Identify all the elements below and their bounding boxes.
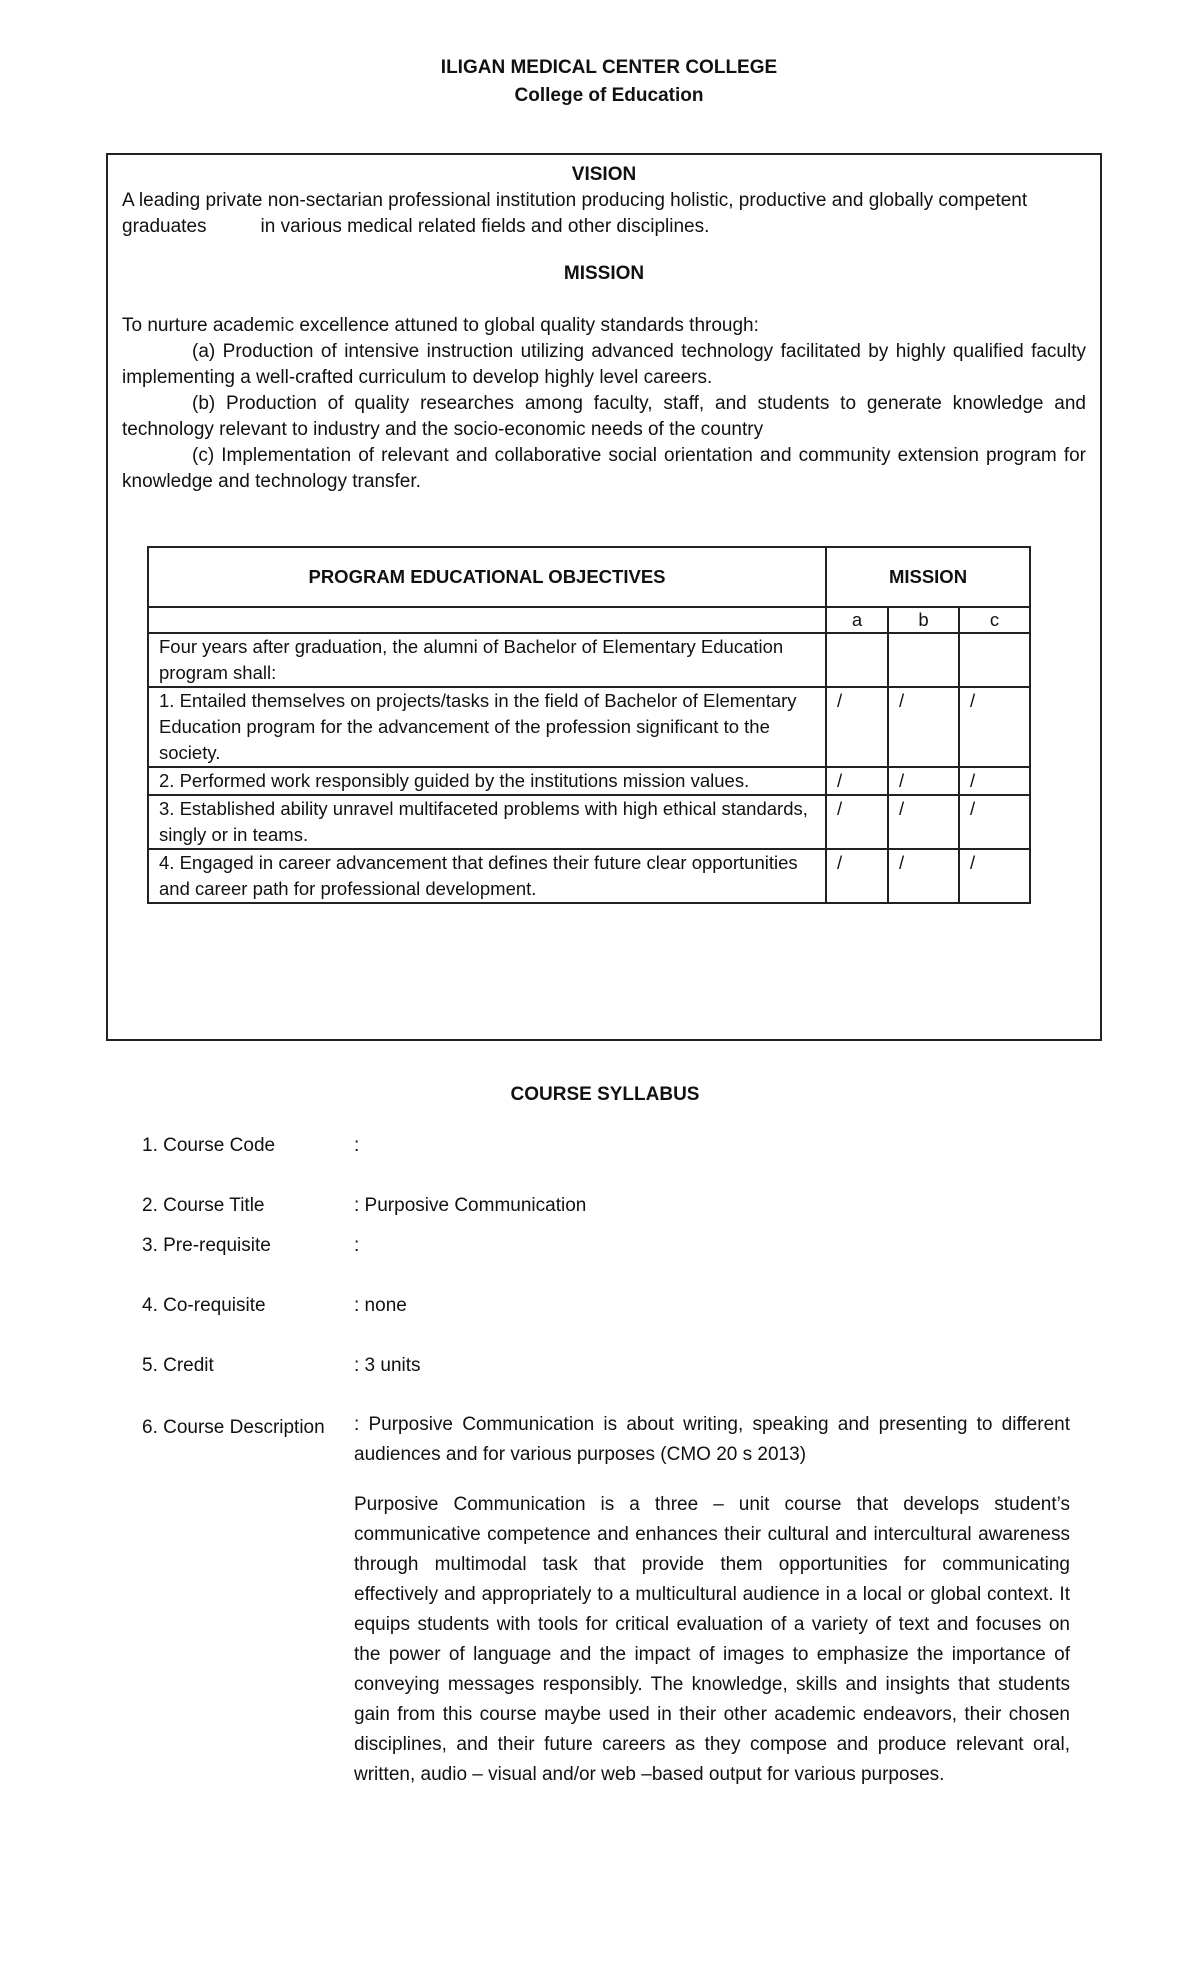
objective-text: 3. Established ability unravel multifaceted problems with high ethical standards, singly or in teams. xyxy=(148,795,826,849)
program-objectives-table xyxy=(147,546,1031,904)
mission-item-c: (c) Implementation of relevant and collaborative social orientation and community extension program for knowledge and technology transfer. xyxy=(122,445,1086,492)
mission-heading: MISSION xyxy=(563,263,645,284)
col-objectives-header: PROGRAM EDUCATIONAL OBJECTIVES xyxy=(148,547,826,607)
mark-b xyxy=(888,633,959,687)
syllabus-title: COURSE SYLLABUS xyxy=(510,1084,700,1105)
document-header xyxy=(0,54,1200,110)
course-description-lead: : Purposive Communication is about writing, speaking and presenting to different audiences and for various purposes (CMO 20 s 2013) xyxy=(354,1414,1070,1465)
college-name: College of Education xyxy=(514,85,704,106)
course-description xyxy=(354,1410,1070,1790)
mission-item-a: (a) Production of intensive instruction utilizing advanced technology facilitated by highly qualified faculty implementing a well-crafted curriculum to develop highly level careers. xyxy=(122,341,1086,388)
col-mission-header: MISSION xyxy=(826,547,1030,607)
course-title-label: 2. Course Title xyxy=(142,1195,265,1216)
vision-text-line2-b: in various medical related fields and other disciplines. xyxy=(260,216,710,237)
mark-a: / xyxy=(826,767,888,795)
mark-a xyxy=(826,633,888,687)
course-description-body: Purposive Communication is a three – unit course that develops student’s communicative competence and enhances their cultural and intercultural awareness through multimodal task that provide them opportunities for communicating effectively and appropriately to a multicultural audience in a local or global context. It equips students with tools for critical evaluation of a variety of text and focuses on the power of language and the impact of images to emphasize the importance of conveying messages responsibly. The knowledge, skills and insights that students gain from this course maybe used in their other academic endeavors, their chosen disciplines, and their future careers as they compose and produce relevant oral, written, audio – visual and/or web –based output for various purposes. xyxy=(354,1494,1070,1785)
table-row xyxy=(148,633,1030,687)
table-row xyxy=(148,849,1030,903)
vision-text-line1: A leading private non-sectarian professional institution producing holistic, productive and globally competent xyxy=(122,190,1028,211)
mission-intro: To nurture academic excellence attuned to global quality standards through: xyxy=(122,315,759,336)
table-subheader-row xyxy=(148,607,1030,633)
mark-c: / xyxy=(959,767,1030,795)
mark-b: / xyxy=(888,767,959,795)
mark-c: / xyxy=(959,795,1030,849)
credit-label: 5. Credit xyxy=(142,1355,214,1376)
mission-text xyxy=(122,313,1086,495)
mark-a: / xyxy=(826,687,888,767)
course-code-value: : xyxy=(354,1135,360,1156)
prerequisite-value: : xyxy=(354,1235,360,1256)
col-c-header: c xyxy=(959,607,1030,633)
objective-text: 1. Entailed themselves on projects/tasks in the field of Bachelor of Elementary Education program for the advancement of the profession significant to the society. xyxy=(148,687,826,767)
mission-item-b: (b) Production of quality researches among faculty, staff, and students to generate knowledge and technology relevant to industry and the socio-economic needs of the country xyxy=(122,393,1086,440)
corequisite-value: : none xyxy=(354,1295,407,1316)
col-a-header: a xyxy=(826,607,888,633)
table-row xyxy=(148,767,1030,795)
corequisite-label: 4. Co-requisite xyxy=(142,1295,266,1316)
credit-value: : 3 units xyxy=(354,1355,421,1376)
mark-c: / xyxy=(959,849,1030,903)
course-title-value: : Purposive Communication xyxy=(354,1195,587,1216)
col-b-header: b xyxy=(888,607,959,633)
course-description-label: 6. Course Description xyxy=(142,1417,325,1438)
mark-b: / xyxy=(888,795,959,849)
institution-name: ILIGAN MEDICAL CENTER COLLEGE xyxy=(440,57,778,78)
vision-text-line2-a: graduates xyxy=(122,216,207,237)
objective-text: 2. Performed work responsibly guided by the institutions mission values. xyxy=(148,767,826,795)
table-row xyxy=(148,795,1030,849)
mark-a: / xyxy=(826,849,888,903)
table-row xyxy=(148,687,1030,767)
mark-c xyxy=(959,633,1030,687)
vision-heading: VISION xyxy=(571,164,637,185)
objective-text: 4. Engaged in career advancement that defines their future clear opportunities and career path for professional development. xyxy=(148,849,826,903)
vision-mission-box xyxy=(106,153,1102,1041)
vision-text-line2 xyxy=(122,214,1086,240)
prerequisite-label: 3. Pre-requisite xyxy=(142,1235,271,1256)
vision-text xyxy=(122,188,1086,240)
mark-b: / xyxy=(888,687,959,767)
mark-c: / xyxy=(959,687,1030,767)
table-header-row xyxy=(148,547,1030,607)
objective-text: Four years after graduation, the alumni of Bachelor of Elementary Education program shall: xyxy=(148,633,826,687)
course-code-label: 1. Course Code xyxy=(142,1135,276,1156)
mark-a: / xyxy=(826,795,888,849)
mark-b: / xyxy=(888,849,959,903)
